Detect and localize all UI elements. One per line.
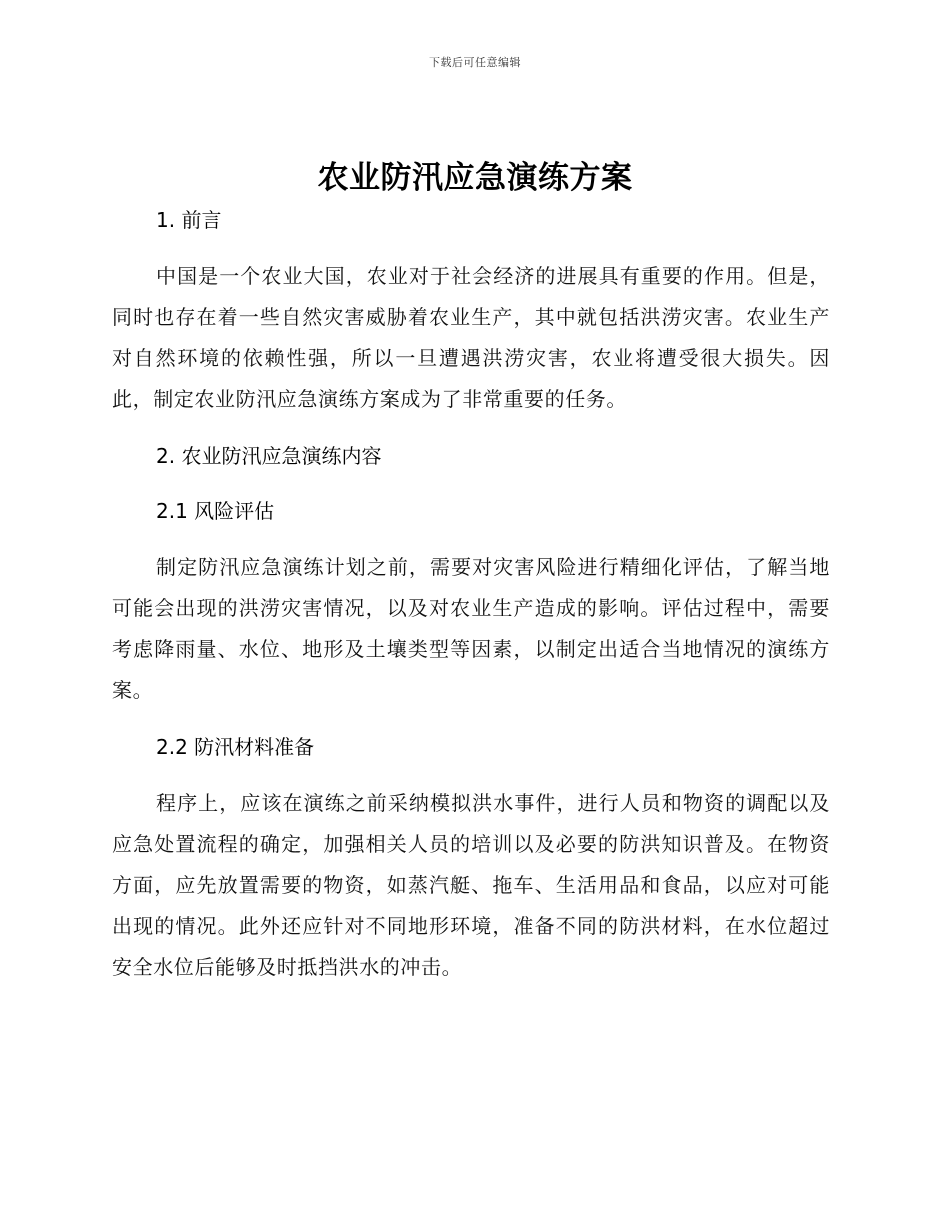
section-heading-materials: 2.2 防汛材料准备: [156, 735, 315, 759]
section-paragraph-preface: 中国是一个农业大国，农业对于社会经济的进展具有重要的作用。但是，同时也存在着一些自然灾害威胁着农业生产，其中就包括洪涝灾害。农业生产对自然环境的依赖性强，所以一旦遭遇洪涝灾害，农业将遭受很大损失。因此，制定农业防汛应急演练方案成为了非常重要的任务。: [112, 264, 830, 411]
section-paragraph-risk-assessment: 制定防汛应急演练计划之前，需要对灾害风险进行精细化评估，了解当地可能会出现的洪涝灾害情况，以及对农业生产造成的影响。评估过程中，需要考虑降雨量、水位、地形及土壤类型等因素，以制定出适合当地情况的演练方案。: [112, 555, 830, 702]
section-heading-risk-assessment: 2.1 风险评估: [156, 499, 275, 523]
section-heading-drill-content: 2. 农业防汛应急演练内容: [156, 444, 382, 468]
document-body: [112, 201, 830, 1005]
section-heading-preface: 1. 前言: [156, 208, 222, 232]
header-note: 下载后可任意编辑: [429, 56, 521, 69]
document-title: 农业防汛应急演练方案: [317, 160, 633, 196]
section-paragraph-materials: 程序上，应该在演练之前采纳模拟洪水事件，进行人员和物资的调配以及应急处置流程的确定，加强相关人员的培训以及必要的防洪知识普及。在物资方面，应先放置需要的物资，如蒸汽艇、拖车、生活用品和食品，以应对可能出现的情况。此外还应针对不同地形环境，准备不同的防洪材料，在水位超过安全水位后能够及时抵挡洪水的冲击。: [112, 791, 830, 979]
